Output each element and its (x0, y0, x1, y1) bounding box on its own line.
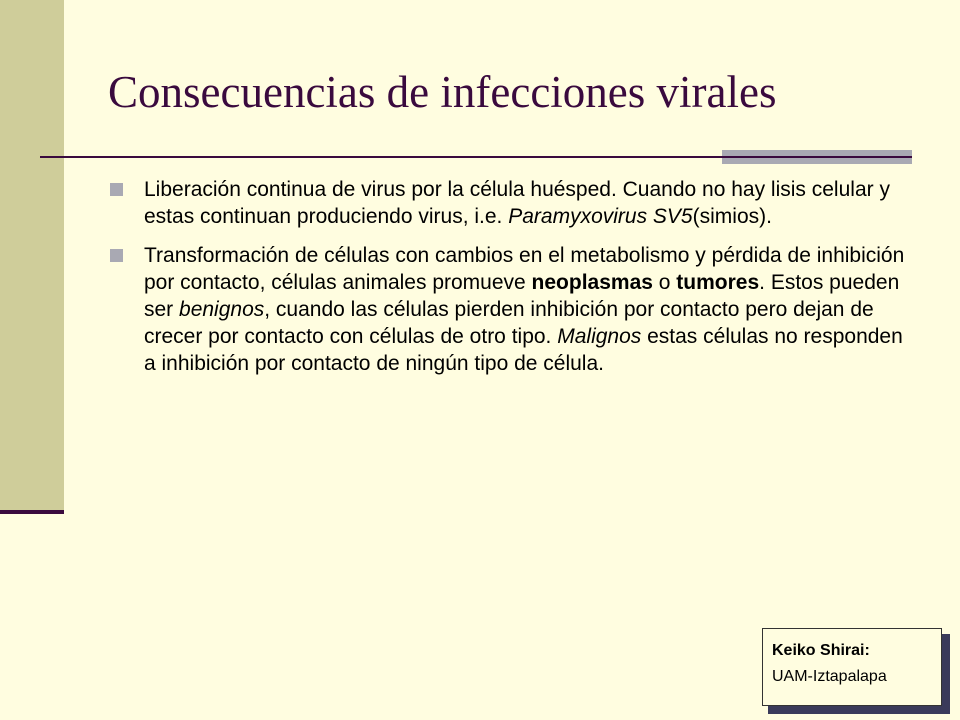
credit-institution: UAM-Iztapalapa (772, 668, 887, 685)
bullet-2-segment-1: Transformación de células con cambios en el metabolismo y pérdida de inhibición por contacto, células animales promueve (144, 244, 905, 294)
bullet-list (108, 176, 908, 389)
bullet-text-2 (144, 244, 904, 375)
credit-box (762, 628, 942, 706)
credit-name: Keiko Shirai: (772, 642, 870, 659)
bullet-2-segment-4: tumores (676, 271, 760, 294)
square-bullet-icon (110, 249, 123, 262)
side-band (0, 0, 64, 510)
bullet-1-segment-1: Liberación continua de virus por la célula huésped. Cuando no hay lisis celular y estas continuan produciendo virus, i.e. (144, 178, 890, 228)
bullet-2-segment-9: estas células no responden a inhibición por contacto de ningún tipo de célula. (144, 325, 903, 375)
bullet-2-segment-8: Malignos (557, 325, 642, 348)
bullet-2-segment-6: benignos (179, 298, 265, 321)
bullet-item-1 (108, 176, 908, 230)
bullet-2-segment-2: neoplasmas (531, 271, 653, 294)
bullet-item-2 (108, 242, 908, 377)
bullet-text-1 (144, 178, 890, 228)
slide-title: Consecuencias de infecciones virales (108, 67, 777, 117)
square-bullet-icon (110, 183, 123, 196)
side-band-underline (0, 510, 64, 514)
bullet-1-segment-3: (simios). (692, 205, 772, 228)
bullet-2-segment-3: o (652, 271, 677, 294)
bullet-2-segment-5: . Estos pueden ser (144, 271, 900, 321)
title-rule-accent (722, 150, 912, 164)
bullet-2-segment-7: , cuando las células pierden inhibición por contacto pero dejan de crecer por contacto con células de otro tipo. (144, 298, 874, 348)
bullet-1-segment-2: Paramyxovirus SV5 (508, 205, 693, 228)
